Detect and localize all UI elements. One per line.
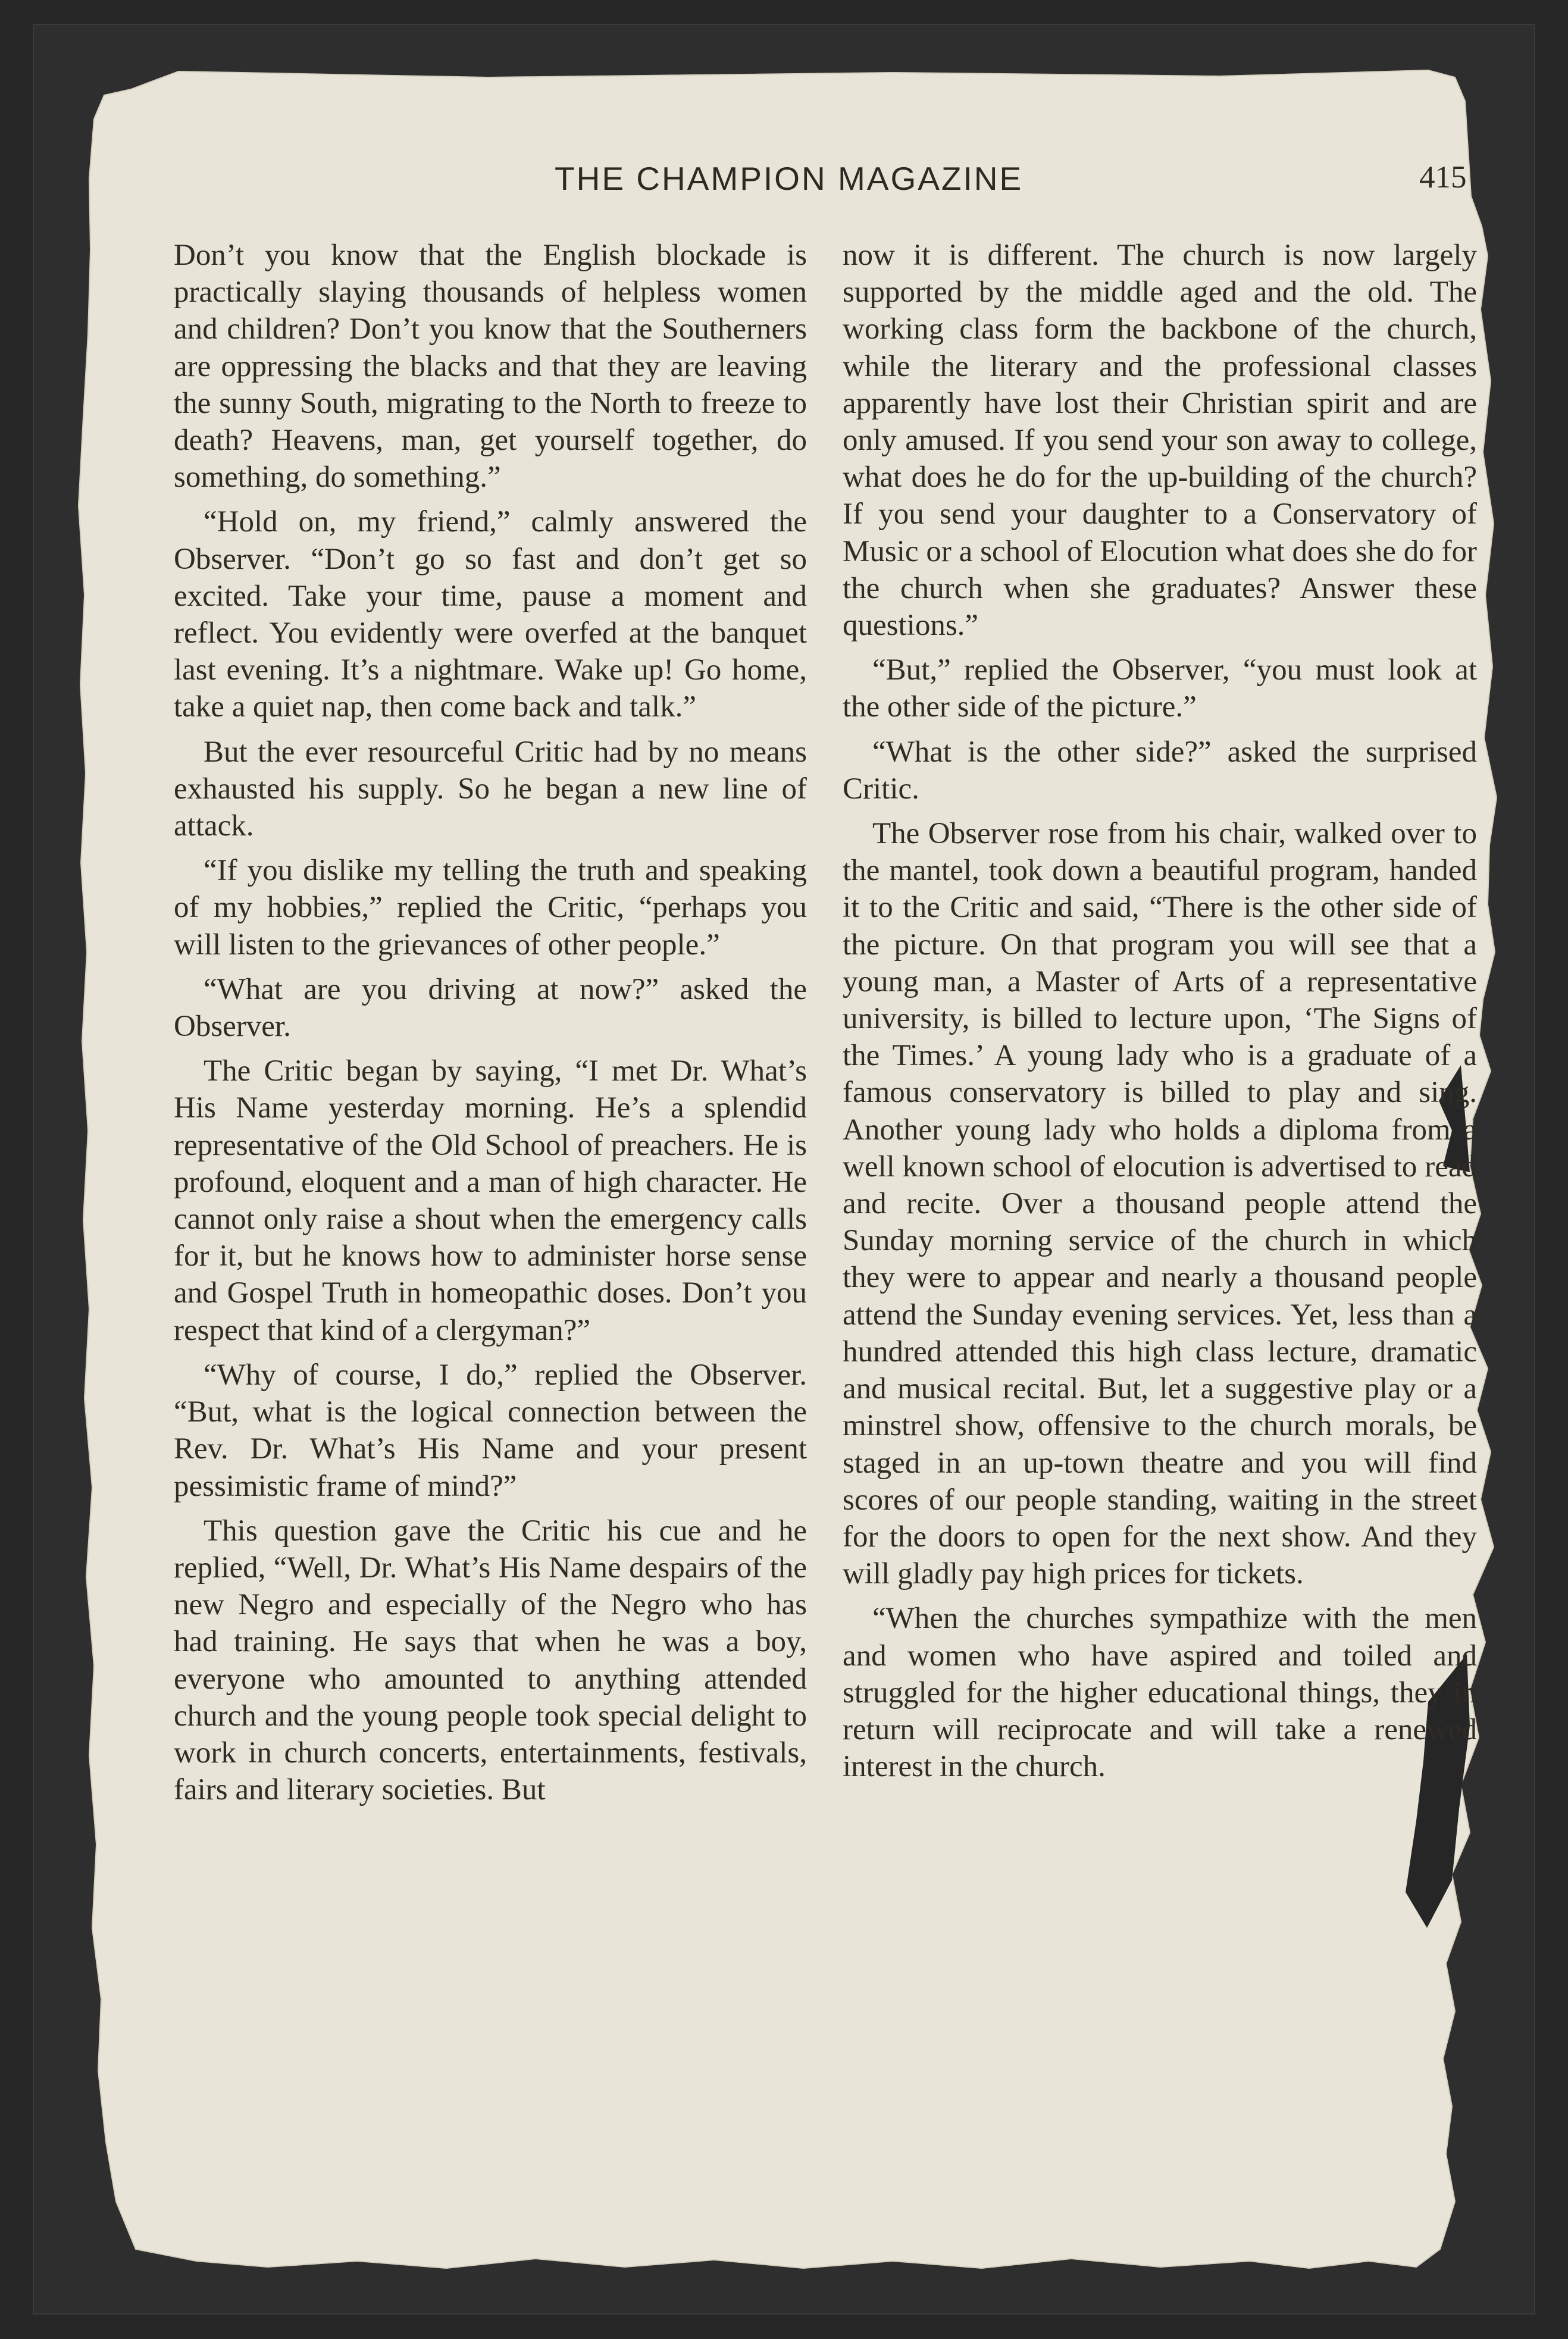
paragraph: now it is different. The church is now largely supported by the middle aged and the old. The working class form the backbone of the church, while the literary and the professional classes apparently have lost their Christian spirit and are only amused. If you send your son away to college, what does he do for the up-building of the church? If you send your daughter to a Conservatory of Music or a school of Elocution what does she do for the church when she graduates? Answer these questions.”	[843, 239, 1477, 643]
page-number: 415	[1419, 160, 1467, 195]
paragraph: “Why of course, I do,” replied the Observer. “But, what is the logical connection between the Rev. Dr. What’s His Name and your present pessimistic frame of mind?”	[174, 1358, 807, 1503]
paragraph: “When the churches sympathize with the men and women who have aspired and toiled and struggled for the higher educational things, they in return will reciprocate and will take a renewed interest in the church.	[843, 1602, 1477, 1784]
paragraph: “Hold on, my friend,” calmly answered the Observer. “Don’t go so fast and don’t get so excited. Take your time, pause a moment and reflect. You evidently were overfed at the banquet last evening. It’s a nightmare. Wake up! Go home, take a quiet nap, then come back and talk.”	[174, 505, 807, 724]
paragraph: The Critic began by saying, “I met Dr. What’s His Name yesterday morning. He’s a splendid representative of the Old School of preachers. He is profound, eloquent and a man of high character. He cannot only raise a shout when the emergency calls for it, but he knows how to administer horse sense and Gospel Truth in homeopathic doses. Don’t you respect that kind of a clergyman?”	[174, 1054, 807, 1347]
paragraph: “But,” replied the Observer, “you must look at the other side of the picture.”	[843, 653, 1477, 724]
paragraph: But the ever resourceful Critic had by no means exhausted his supply. So he began a new line of attack.	[174, 735, 807, 843]
paragraph: “If you dislike my telling the truth and speaking of my hobbies,” replied the Critic, “perhaps you will listen to the grievances of other people.”	[174, 854, 807, 962]
left-column	[174, 237, 807, 1816]
right-column	[843, 237, 1477, 1793]
paragraph: “What is the other side?” asked the surprised Critic.	[843, 735, 1477, 806]
paragraph: This question gave the Critic his cue and he replied, “Well, Dr. What’s His Name despairs of the new Negro and especially of the Negro who has had training. He says that when he was a boy, everyone who amounted to anything attended church and the young people took special delight to work in church concerts, entertainments, festivals, fairs and literary societies. But	[174, 1514, 807, 1807]
magazine-title: THE CHAMPION MAGAZINE	[555, 160, 1024, 197]
paragraph: Don’t you know that the English blockade is practically slaying thousands of helpless women and children? Don’t you know that the Southerners are oppressing the blacks and that they are leaving the sunny South, migrating to the North to freeze to death? Heavens, man, get yourself together, do something, do something.”	[174, 239, 807, 494]
paragraph: “What are you driving at now?” asked the Observer.	[174, 972, 807, 1044]
paragraph: The Observer rose from his chair, walked over to the mantel, took down a beautiful program, handed it to the Critic and said, “There is the other side of the picture. On that program you will see that a young man, a Master of Arts of a representative university, is billed to lecture upon, ‘The Signs of the Times.’ A young lady who is a graduate of a famous conservatory is billed to play and sing. Another young lady who holds a diploma from a well known school of elocution is advertised to read and recite. Over a thousand people attend the Sunday morning service of the church in which they were to appear and nearly a thousand people attend the Sunday evening services. Yet, less than a hundred attended this high class lecture, dramatic and musical recital. But, let a suggestive play or a minstrel show, offensive to the church morals, be staged in an up-town theatre and you will find scores of our people standing, waiting in the street for the doors to open for the next show. And they will gladly pay high prices for tickets.	[843, 817, 1477, 1591]
